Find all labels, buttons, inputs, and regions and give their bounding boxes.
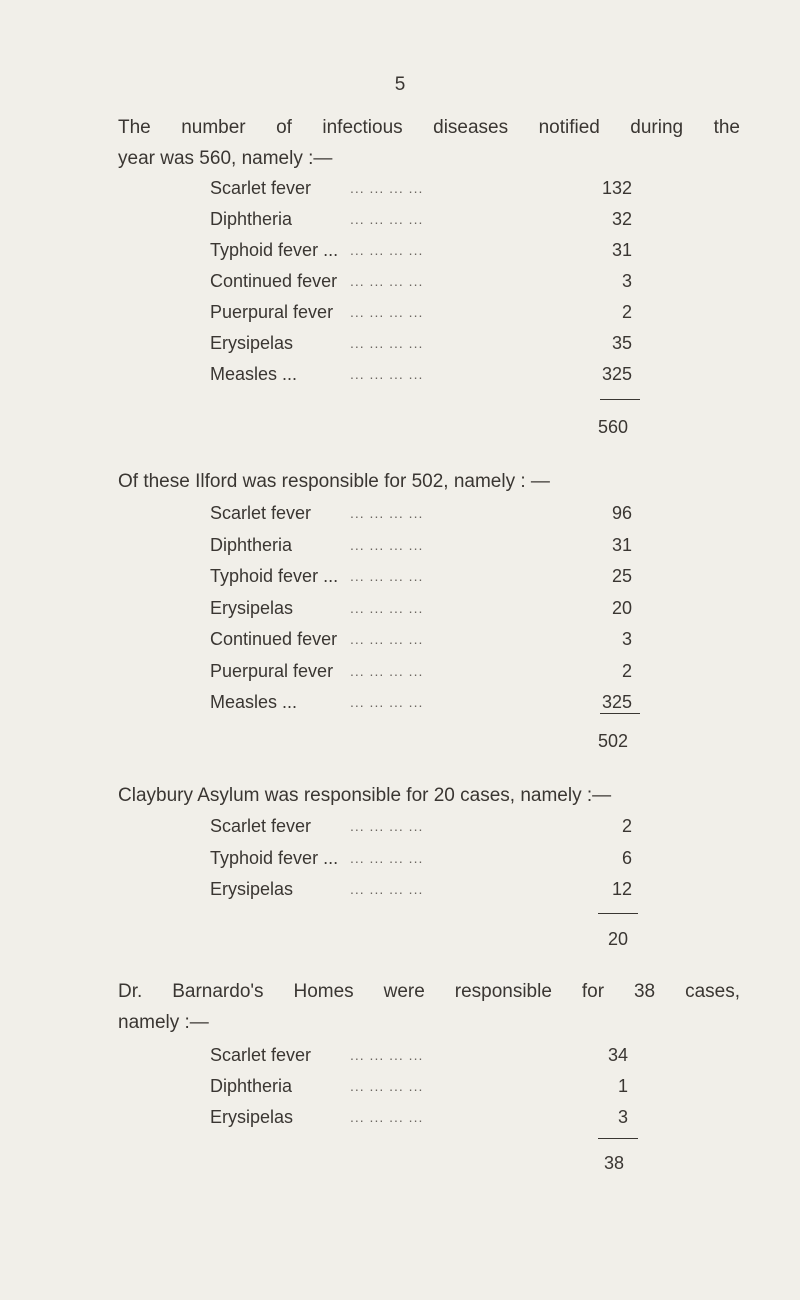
disease-name: Measles ... bbox=[210, 692, 303, 713]
disease-name: Scarlet fever bbox=[210, 816, 317, 837]
disease-name: Puerpural fever bbox=[210, 661, 339, 682]
case-count: 20 bbox=[611, 597, 632, 618]
leader-dots: ... ... ... ... bbox=[350, 631, 424, 647]
disease-name: Diphtheria bbox=[210, 535, 298, 556]
section-intro bbox=[118, 112, 740, 174]
disease-name: Diphtheria bbox=[210, 1076, 298, 1097]
disease-name: Erysipelas bbox=[210, 879, 299, 900]
case-count: 2 bbox=[621, 302, 632, 322]
leader-dots: ... ... ... ... bbox=[350, 180, 424, 196]
sum-rule bbox=[600, 713, 640, 714]
disease-name: Erysipelas bbox=[210, 333, 299, 354]
leader-dots: ... ... ... ... bbox=[350, 599, 424, 616]
total-value: 38 bbox=[603, 1153, 624, 1173]
disease-name: Typhoid fever ... bbox=[210, 848, 344, 869]
disease-name: Erysipelas bbox=[210, 598, 299, 619]
section-intro bbox=[118, 976, 740, 1038]
intro-line-1: Of these Ilford was responsible for 502, namely : — bbox=[118, 471, 550, 492]
disease-name: Scarlet fever bbox=[210, 178, 317, 199]
leader-dots: ... ... ... ... bbox=[350, 273, 424, 289]
case-count: 3 bbox=[617, 1107, 628, 1127]
case-count: 325 bbox=[601, 364, 632, 384]
case-count: 2 bbox=[621, 816, 632, 836]
sum-rule bbox=[600, 399, 640, 400]
case-count: 31 bbox=[611, 534, 632, 555]
leader-dots: ... ... ... ... bbox=[350, 536, 424, 553]
leader-dots: ... ... ... ... bbox=[350, 1078, 424, 1094]
case-count: 34 bbox=[607, 1045, 628, 1065]
leader-dots: ... ... ... ... bbox=[350, 881, 424, 897]
total-value: 502 bbox=[597, 731, 628, 751]
leader-dots: ... ... ... ... bbox=[350, 818, 424, 834]
disease-name: Typhoid fever ... bbox=[210, 240, 344, 261]
leader-dots: ... ... ... ... bbox=[350, 694, 424, 710]
leader-dots: ... ... ... ... bbox=[350, 1047, 424, 1063]
intro-line-2: namely :— bbox=[118, 1012, 209, 1033]
intro-line-2: year was 560, namely :— bbox=[118, 148, 333, 169]
leader-dots: ... ... ... ... bbox=[350, 662, 424, 679]
leader-dots: ... ... ... ... bbox=[350, 211, 424, 227]
intro-line-1: Claybury Asylum was responsible for 20 cases, namely :— bbox=[118, 785, 612, 806]
case-count: 31 bbox=[611, 240, 632, 260]
section-intro bbox=[118, 466, 740, 497]
page-number: 5 bbox=[394, 74, 406, 95]
disease-name: Scarlet fever bbox=[210, 1045, 317, 1066]
total-value: 20 bbox=[607, 929, 628, 949]
disease-name: Continued fever bbox=[210, 629, 343, 650]
leader-dots: ... ... ... ... bbox=[350, 335, 424, 351]
leader-dots: ... ... ... ... bbox=[350, 304, 424, 320]
leader-dots: ... ... ... ... bbox=[350, 1109, 424, 1125]
case-count: 1 bbox=[617, 1076, 628, 1096]
leader-dots: ... ... ... ... bbox=[350, 242, 424, 258]
leader-dots: ... ... ... ... bbox=[350, 568, 424, 584]
case-count: 6 bbox=[621, 847, 632, 868]
disease-name: Measles ... bbox=[210, 364, 303, 385]
case-count: 35 bbox=[611, 333, 632, 353]
disease-name: Typhoid fever ... bbox=[210, 566, 344, 587]
disease-name: Diphtheria bbox=[210, 209, 298, 230]
disease-name: Puerpural fever bbox=[210, 302, 339, 323]
case-count: 2 bbox=[621, 660, 632, 681]
intro-line-1: Dr. Barnardo's Homes were responsible for 38 cases, bbox=[118, 981, 740, 1002]
case-count: 32 bbox=[611, 209, 632, 229]
case-count: 325 bbox=[601, 692, 632, 712]
sum-rule bbox=[598, 1138, 638, 1139]
intro-line-1: The number of infectious diseases notified during the bbox=[118, 117, 740, 138]
disease-name: Continued fever bbox=[210, 271, 343, 292]
disease-name: Erysipelas bbox=[210, 1107, 299, 1128]
case-count: 3 bbox=[621, 271, 632, 291]
section-intro bbox=[118, 780, 740, 811]
leader-dots: ... ... ... ... bbox=[350, 849, 424, 866]
case-count: 132 bbox=[601, 178, 632, 198]
case-count: 25 bbox=[611, 566, 632, 586]
total-value: 560 bbox=[597, 417, 628, 437]
sum-rule bbox=[598, 913, 638, 914]
leader-dots: ... ... ... ... bbox=[350, 505, 424, 521]
case-count: 3 bbox=[621, 629, 632, 649]
leader-dots: ... ... ... ... bbox=[350, 366, 424, 382]
disease-name: Scarlet fever bbox=[210, 503, 317, 524]
case-count: 12 bbox=[611, 879, 632, 899]
case-count: 96 bbox=[611, 503, 632, 523]
